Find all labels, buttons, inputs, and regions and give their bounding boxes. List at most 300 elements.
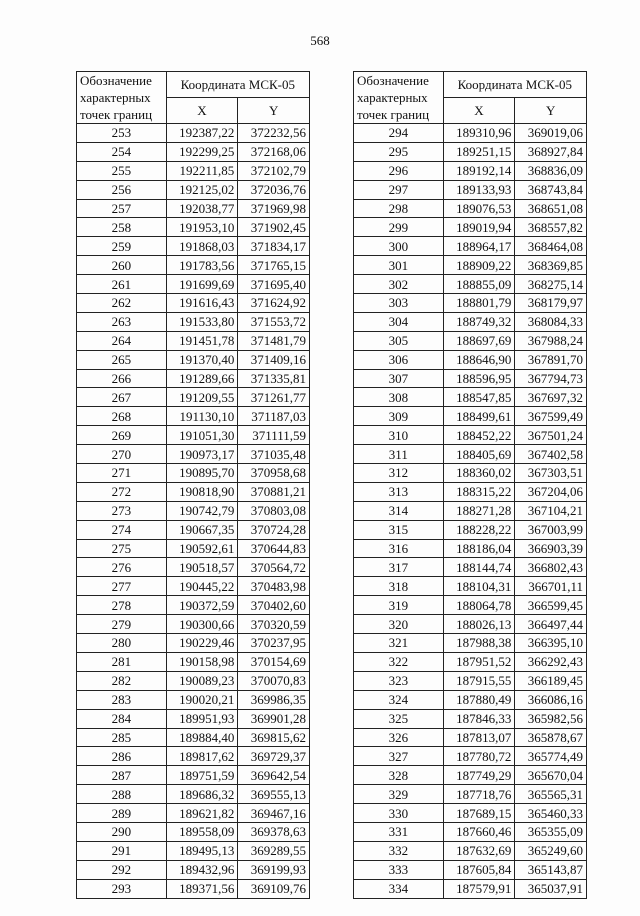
y-coordinate-cell: 369199,93 — [238, 860, 310, 879]
table-row — [354, 218, 587, 237]
point-number-cell: 268 — [77, 407, 167, 426]
x-coordinate-cell: 190445,22 — [166, 577, 238, 596]
table-row — [77, 822, 310, 841]
table-row — [77, 312, 310, 331]
table-row — [77, 728, 310, 747]
table-row — [77, 615, 310, 634]
y-coordinate-cell: 365143,87 — [515, 860, 587, 879]
table-row — [77, 388, 310, 407]
table-row — [77, 426, 310, 445]
point-number-cell: 320 — [354, 615, 444, 634]
table-row — [354, 294, 587, 313]
y-coordinate-cell: 369815,62 — [238, 728, 310, 747]
point-number-cell: 283 — [77, 690, 167, 709]
x-coordinate-cell: 188144,74 — [443, 558, 515, 577]
table-row — [77, 539, 310, 558]
y-coordinate-cell: 367104,21 — [515, 501, 587, 520]
x-coordinate-cell: 188697,69 — [443, 331, 515, 350]
x-coordinate-cell: 190518,57 — [166, 558, 238, 577]
x-coordinate-cell: 190973,17 — [166, 445, 238, 464]
y-coordinate-cell: 366599,45 — [515, 596, 587, 615]
x-coordinate-cell: 187660,46 — [443, 822, 515, 841]
y-coordinate-cell: 368927,84 — [515, 142, 587, 161]
x-coordinate-cell: 189310,96 — [443, 124, 515, 143]
x-coordinate-cell: 191616,43 — [166, 294, 238, 313]
point-number-cell: 257 — [77, 199, 167, 218]
x-coordinate-cell: 187689,15 — [443, 804, 515, 823]
point-number-cell: 333 — [354, 860, 444, 879]
x-coordinate-cell: 187988,38 — [443, 634, 515, 653]
point-number-cell: 331 — [354, 822, 444, 841]
table-row — [77, 142, 310, 161]
point-number-cell: 281 — [77, 652, 167, 671]
table-row — [77, 747, 310, 766]
table-row — [354, 407, 587, 426]
y-coordinate-cell: 367988,24 — [515, 331, 587, 350]
table-row — [77, 237, 310, 256]
x-coordinate-cell: 189558,09 — [166, 822, 238, 841]
y-coordinate-cell: 369378,63 — [238, 822, 310, 841]
point-number-cell: 300 — [354, 237, 444, 256]
y-coordinate-cell: 368084,33 — [515, 312, 587, 331]
point-number-cell: 322 — [354, 652, 444, 671]
y-coordinate-cell: 370881,21 — [238, 482, 310, 501]
point-number-cell: 323 — [354, 671, 444, 690]
table-row — [77, 520, 310, 539]
x-coordinate-cell: 187951,52 — [443, 652, 515, 671]
point-number-cell: 253 — [77, 124, 167, 143]
point-number-cell: 328 — [354, 766, 444, 785]
x-coordinate-cell: 188749,32 — [443, 312, 515, 331]
table-row — [354, 237, 587, 256]
point-number-cell: 297 — [354, 180, 444, 199]
y-coordinate-cell: 369555,13 — [238, 785, 310, 804]
y-coordinate-cell: 365670,04 — [515, 766, 587, 785]
point-number-cell: 325 — [354, 709, 444, 728]
header-x: X — [443, 98, 515, 124]
x-coordinate-cell: 190667,35 — [166, 520, 238, 539]
point-number-cell: 327 — [354, 747, 444, 766]
table-row — [354, 256, 587, 275]
point-number-cell: 278 — [77, 596, 167, 615]
table-row — [77, 369, 310, 388]
table-row — [354, 822, 587, 841]
x-coordinate-cell: 192038,77 — [166, 199, 238, 218]
y-coordinate-cell: 368557,82 — [515, 218, 587, 237]
point-number-cell: 313 — [354, 482, 444, 501]
point-number-cell: 315 — [354, 520, 444, 539]
y-coordinate-cell: 367501,24 — [515, 426, 587, 445]
table-row — [77, 766, 310, 785]
x-coordinate-cell: 192387,22 — [166, 124, 238, 143]
table-row — [354, 388, 587, 407]
x-coordinate-cell: 190300,66 — [166, 615, 238, 634]
table-row — [354, 709, 587, 728]
y-coordinate-cell: 368836,09 — [515, 161, 587, 180]
y-coordinate-cell: 371834,17 — [238, 237, 310, 256]
table-row — [354, 142, 587, 161]
x-coordinate-cell: 187846,33 — [443, 709, 515, 728]
x-coordinate-cell: 189019,94 — [443, 218, 515, 237]
point-number-cell: 306 — [354, 350, 444, 369]
y-coordinate-cell: 367697,32 — [515, 388, 587, 407]
x-coordinate-cell: 188452,22 — [443, 426, 515, 445]
point-number-cell: 261 — [77, 275, 167, 294]
point-number-cell: 270 — [77, 445, 167, 464]
point-number-cell: 291 — [77, 841, 167, 860]
table-row — [354, 577, 587, 596]
x-coordinate-cell: 188104,31 — [443, 577, 515, 596]
x-coordinate-cell: 188801,79 — [443, 294, 515, 313]
x-coordinate-cell: 188405,69 — [443, 445, 515, 464]
point-number-cell: 305 — [354, 331, 444, 350]
x-coordinate-cell: 188547,85 — [443, 388, 515, 407]
point-number-cell: 310 — [354, 426, 444, 445]
x-coordinate-cell: 188855,09 — [443, 275, 515, 294]
x-coordinate-cell: 190372,59 — [166, 596, 238, 615]
point-number-cell: 329 — [354, 785, 444, 804]
point-number-cell: 289 — [77, 804, 167, 823]
point-number-cell: 334 — [354, 879, 444, 898]
table-row — [77, 124, 310, 143]
point-number-cell: 307 — [354, 369, 444, 388]
x-coordinate-cell: 188064,78 — [443, 596, 515, 615]
point-number-cell: 259 — [77, 237, 167, 256]
point-number-cell: 302 — [354, 275, 444, 294]
y-coordinate-cell: 370320,59 — [238, 615, 310, 634]
y-coordinate-cell: 368743,84 — [515, 180, 587, 199]
x-coordinate-cell: 189495,13 — [166, 841, 238, 860]
point-number-cell: 326 — [354, 728, 444, 747]
y-coordinate-cell: 366189,45 — [515, 671, 587, 690]
y-coordinate-cell: 371187,03 — [238, 407, 310, 426]
point-number-cell: 301 — [354, 256, 444, 275]
y-coordinate-cell: 371624,92 — [238, 294, 310, 313]
x-coordinate-cell: 188026,13 — [443, 615, 515, 634]
table-row — [77, 464, 310, 483]
table-row — [354, 312, 587, 331]
point-number-cell: 269 — [77, 426, 167, 445]
y-coordinate-cell: 366497,44 — [515, 615, 587, 634]
y-coordinate-cell: 368179,97 — [515, 294, 587, 313]
point-number-cell: 321 — [354, 634, 444, 653]
y-coordinate-cell: 371969,98 — [238, 199, 310, 218]
y-coordinate-cell: 365774,49 — [515, 747, 587, 766]
x-coordinate-cell: 187780,72 — [443, 747, 515, 766]
table-row — [354, 785, 587, 804]
y-coordinate-cell: 368651,08 — [515, 199, 587, 218]
x-coordinate-cell: 190895,70 — [166, 464, 238, 483]
table-row — [354, 199, 587, 218]
x-coordinate-cell: 191289,66 — [166, 369, 238, 388]
point-number-cell: 276 — [77, 558, 167, 577]
x-coordinate-cell: 191451,78 — [166, 331, 238, 350]
y-coordinate-cell: 365878,67 — [515, 728, 587, 747]
y-coordinate-cell: 370483,98 — [238, 577, 310, 596]
table-row — [77, 690, 310, 709]
table-row — [354, 747, 587, 766]
table-row — [77, 652, 310, 671]
x-coordinate-cell: 188186,04 — [443, 539, 515, 558]
point-number-cell: 304 — [354, 312, 444, 331]
x-coordinate-cell: 190020,21 — [166, 690, 238, 709]
x-coordinate-cell: 187813,07 — [443, 728, 515, 747]
table-row — [77, 275, 310, 294]
table-row — [354, 464, 587, 483]
table-row — [77, 709, 310, 728]
point-number-cell: 273 — [77, 501, 167, 520]
point-number-cell: 280 — [77, 634, 167, 653]
x-coordinate-cell: 191051,30 — [166, 426, 238, 445]
x-coordinate-cell: 189192,14 — [443, 161, 515, 180]
y-coordinate-cell: 365565,31 — [515, 785, 587, 804]
point-number-cell: 319 — [354, 596, 444, 615]
y-coordinate-cell: 368464,08 — [515, 237, 587, 256]
table-row — [354, 520, 587, 539]
table-row — [77, 180, 310, 199]
table-row — [77, 785, 310, 804]
x-coordinate-cell: 191953,10 — [166, 218, 238, 237]
table-row — [354, 728, 587, 747]
y-coordinate-cell: 366701,11 — [515, 577, 587, 596]
table-row — [77, 841, 310, 860]
y-coordinate-cell: 367794,73 — [515, 369, 587, 388]
x-coordinate-cell: 187632,69 — [443, 841, 515, 860]
header-coordinate-title: Координата МСК-05 — [443, 72, 586, 98]
point-number-cell: 264 — [77, 331, 167, 350]
x-coordinate-cell: 192299,25 — [166, 142, 238, 161]
point-number-cell: 274 — [77, 520, 167, 539]
y-coordinate-cell: 371481,79 — [238, 331, 310, 350]
y-coordinate-cell: 371035,48 — [238, 445, 310, 464]
y-coordinate-cell: 367599,49 — [515, 407, 587, 426]
point-number-cell: 318 — [354, 577, 444, 596]
point-number-cell: 256 — [77, 180, 167, 199]
x-coordinate-cell: 189621,82 — [166, 804, 238, 823]
table-row — [354, 690, 587, 709]
table-row — [77, 501, 310, 520]
point-number-cell: 312 — [354, 464, 444, 483]
y-coordinate-cell: 366086,16 — [515, 690, 587, 709]
table-row — [354, 331, 587, 350]
point-number-cell: 285 — [77, 728, 167, 747]
x-coordinate-cell: 191533,80 — [166, 312, 238, 331]
y-coordinate-cell: 367402,58 — [515, 445, 587, 464]
table-row — [77, 350, 310, 369]
point-number-cell: 295 — [354, 142, 444, 161]
coordinates-table-left — [76, 71, 310, 899]
point-number-cell: 292 — [77, 860, 167, 879]
y-coordinate-cell: 370724,28 — [238, 520, 310, 539]
header-y: Y — [515, 98, 587, 124]
header-coordinate-title: Координата МСК-05 — [166, 72, 309, 98]
page-number: 568 — [310, 33, 330, 48]
table-row — [77, 331, 310, 350]
point-number-cell: 311 — [354, 445, 444, 464]
point-number-cell: 288 — [77, 785, 167, 804]
point-number-cell: 263 — [77, 312, 167, 331]
table-row — [354, 426, 587, 445]
point-number-cell: 266 — [77, 369, 167, 388]
table-row — [354, 558, 587, 577]
point-number-cell: 272 — [77, 482, 167, 501]
table-row — [77, 445, 310, 464]
y-coordinate-cell: 369467,16 — [238, 804, 310, 823]
point-number-cell: 265 — [77, 350, 167, 369]
point-number-cell: 317 — [354, 558, 444, 577]
table-row — [77, 596, 310, 615]
y-coordinate-cell: 370154,69 — [238, 652, 310, 671]
y-coordinate-cell: 367003,99 — [515, 520, 587, 539]
y-coordinate-cell: 367891,70 — [515, 350, 587, 369]
point-number-cell: 260 — [77, 256, 167, 275]
point-number-cell: 267 — [77, 388, 167, 407]
header-points-label: Обозначение характерных точек границ — [77, 72, 167, 124]
table-row — [354, 482, 587, 501]
x-coordinate-cell: 190592,61 — [166, 539, 238, 558]
table-row — [354, 804, 587, 823]
x-coordinate-cell: 188909,22 — [443, 256, 515, 275]
x-coordinate-cell: 188499,61 — [443, 407, 515, 426]
y-coordinate-cell: 371695,40 — [238, 275, 310, 294]
point-number-cell: 284 — [77, 709, 167, 728]
table-row — [77, 482, 310, 501]
point-number-cell: 286 — [77, 747, 167, 766]
table-row — [77, 634, 310, 653]
y-coordinate-cell: 370564,72 — [238, 558, 310, 577]
table-row — [354, 369, 587, 388]
y-coordinate-cell: 366802,43 — [515, 558, 587, 577]
x-coordinate-cell: 188964,17 — [443, 237, 515, 256]
x-coordinate-cell: 190742,79 — [166, 501, 238, 520]
table-row — [354, 860, 587, 879]
x-coordinate-cell: 188271,28 — [443, 501, 515, 520]
point-number-cell: 290 — [77, 822, 167, 841]
point-number-cell: 316 — [354, 539, 444, 558]
y-coordinate-cell: 370070,83 — [238, 671, 310, 690]
table-row — [354, 501, 587, 520]
x-coordinate-cell: 189432,96 — [166, 860, 238, 879]
table-row — [354, 652, 587, 671]
table-row — [354, 634, 587, 653]
point-number-cell: 293 — [77, 879, 167, 898]
table-row — [77, 294, 310, 313]
x-coordinate-cell: 191783,56 — [166, 256, 238, 275]
table-row — [77, 256, 310, 275]
table-row — [77, 671, 310, 690]
x-coordinate-cell: 192211,85 — [166, 161, 238, 180]
x-coordinate-cell: 189133,93 — [443, 180, 515, 199]
table-row — [77, 161, 310, 180]
x-coordinate-cell: 188315,22 — [443, 482, 515, 501]
y-coordinate-cell: 371111,59 — [238, 426, 310, 445]
y-coordinate-cell: 365982,56 — [515, 709, 587, 728]
point-number-cell: 298 — [354, 199, 444, 218]
point-number-cell: 271 — [77, 464, 167, 483]
table-row — [354, 615, 587, 634]
y-coordinate-cell: 365355,09 — [515, 822, 587, 841]
x-coordinate-cell: 191699,69 — [166, 275, 238, 294]
table-row — [354, 124, 587, 143]
table-row — [354, 766, 587, 785]
y-coordinate-cell: 372232,56 — [238, 124, 310, 143]
x-coordinate-cell: 190229,46 — [166, 634, 238, 653]
x-coordinate-cell: 187605,84 — [443, 860, 515, 879]
y-coordinate-cell: 368275,14 — [515, 275, 587, 294]
x-coordinate-cell: 189371,56 — [166, 879, 238, 898]
y-coordinate-cell: 371902,45 — [238, 218, 310, 237]
y-coordinate-cell: 371335,81 — [238, 369, 310, 388]
x-coordinate-cell: 189884,40 — [166, 728, 238, 747]
x-coordinate-cell: 188228,22 — [443, 520, 515, 539]
x-coordinate-cell: 190158,98 — [166, 652, 238, 671]
table-row — [77, 804, 310, 823]
y-coordinate-cell: 366292,43 — [515, 652, 587, 671]
point-number-cell: 330 — [354, 804, 444, 823]
point-number-cell: 332 — [354, 841, 444, 860]
y-coordinate-cell: 371553,72 — [238, 312, 310, 331]
table-row — [354, 539, 587, 558]
point-number-cell: 303 — [354, 294, 444, 313]
table-row — [354, 350, 587, 369]
y-coordinate-cell: 365460,33 — [515, 804, 587, 823]
x-coordinate-cell: 190818,90 — [166, 482, 238, 501]
x-coordinate-cell: 192125,02 — [166, 180, 238, 199]
x-coordinate-cell: 190089,23 — [166, 671, 238, 690]
y-coordinate-cell: 369109,76 — [238, 879, 310, 898]
point-number-cell: 324 — [354, 690, 444, 709]
table-row — [77, 558, 310, 577]
x-coordinate-cell: 188360,02 — [443, 464, 515, 483]
y-coordinate-cell: 367303,51 — [515, 464, 587, 483]
table-row — [77, 199, 310, 218]
y-coordinate-cell: 369729,37 — [238, 747, 310, 766]
point-number-cell: 275 — [77, 539, 167, 558]
point-number-cell: 314 — [354, 501, 444, 520]
y-coordinate-cell: 366395,10 — [515, 634, 587, 653]
x-coordinate-cell: 189817,62 — [166, 747, 238, 766]
x-coordinate-cell: 189251,15 — [443, 142, 515, 161]
point-number-cell: 287 — [77, 766, 167, 785]
x-coordinate-cell: 189076,53 — [443, 199, 515, 218]
header-x: X — [166, 98, 238, 124]
y-coordinate-cell: 368369,85 — [515, 256, 587, 275]
table-row — [354, 445, 587, 464]
x-coordinate-cell: 188596,95 — [443, 369, 515, 388]
x-coordinate-cell: 187915,55 — [443, 671, 515, 690]
y-coordinate-cell: 367204,06 — [515, 482, 587, 501]
point-number-cell: 279 — [77, 615, 167, 634]
x-coordinate-cell: 187718,76 — [443, 785, 515, 804]
y-coordinate-cell: 370958,68 — [238, 464, 310, 483]
x-coordinate-cell: 187880,49 — [443, 690, 515, 709]
y-coordinate-cell: 372102,79 — [238, 161, 310, 180]
table-row — [354, 275, 587, 294]
point-number-cell: 277 — [77, 577, 167, 596]
table-row — [354, 596, 587, 615]
x-coordinate-cell: 189951,93 — [166, 709, 238, 728]
point-number-cell: 308 — [354, 388, 444, 407]
y-coordinate-cell: 366903,39 — [515, 539, 587, 558]
table-row — [354, 161, 587, 180]
table-row — [354, 841, 587, 860]
y-coordinate-cell: 370644,83 — [238, 539, 310, 558]
x-coordinate-cell: 189686,32 — [166, 785, 238, 804]
table-row — [77, 879, 310, 898]
x-coordinate-cell: 191370,40 — [166, 350, 238, 369]
table-row — [77, 860, 310, 879]
y-coordinate-cell: 372036,76 — [238, 180, 310, 199]
